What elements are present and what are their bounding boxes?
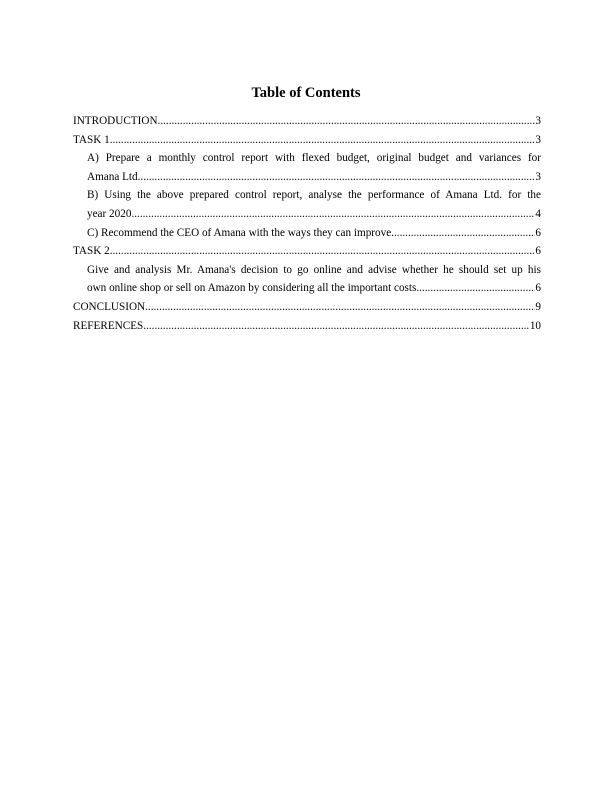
dot-leader [158,112,536,131]
toc-entry-task-1[interactable] [73,131,541,150]
toc-entry-label-line: A) Prepare a monthly control report with flexed budget, original budget and variances for [87,152,541,165]
toc-entry-label: year 2020 [87,207,132,220]
toc-entry-label: TASK 1 [73,133,110,146]
toc-page-number: 6 [535,245,541,258]
toc-entry-task-2[interactable] [73,242,541,261]
toc-entry-label: Amana Ltd [87,170,138,183]
toc-page-number: 10 [529,319,541,332]
toc-entry-label: C) Recommend the CEO of Amana with the ways they can improve. [87,226,394,239]
toc-entry-label: REFERENCES [73,319,144,332]
dot-leader [145,298,535,317]
toc-page-number: 4 [535,207,541,220]
toc-entry-conclusion[interactable] [73,298,541,317]
toc-entry-task-1-c[interactable] [73,224,541,243]
table-of-contents [73,112,541,335]
toc-page-number: 3 [535,115,541,127]
toc-entry-label: CONCLUSION [73,300,146,313]
dot-leader [394,224,535,243]
toc-entry-introduction[interactable] [73,112,541,131]
toc-entry-label: TASK 2 [73,245,110,258]
toc-entry-label: own online shop or sell on Amazon by considering all the important costs. [87,282,420,295]
toc-page-number: 6 [535,282,541,295]
toc-page-number: 9 [535,300,541,313]
toc-entry-label-line: Give and analysis Mr. Amana's decision to go online and advise whether he should set up his [87,263,541,276]
toc-page-number: 3 [535,170,541,183]
toc-entry-task-1-a[interactable] [73,149,541,186]
toc-page-number: 3 [535,133,541,146]
dot-leader [110,242,536,261]
toc-entry-task-2-sub[interactable] [73,261,541,298]
dot-leader [110,131,536,150]
dot-leader [143,317,530,336]
dot-leader [131,205,535,224]
toc-page-number: 6 [535,226,541,239]
toc-entry-task-1-b[interactable] [73,186,541,223]
dot-leader [419,279,535,298]
dot-leader [138,168,536,187]
toc-entry-label: INTRODUCTION [73,115,158,127]
toc-entry-references[interactable] [73,317,541,336]
toc-title: Table of Contents [251,85,361,101]
toc-entry-label-line: B) Using the above prepared control report, analyse the performance of Amana Ltd. for the [87,189,541,202]
